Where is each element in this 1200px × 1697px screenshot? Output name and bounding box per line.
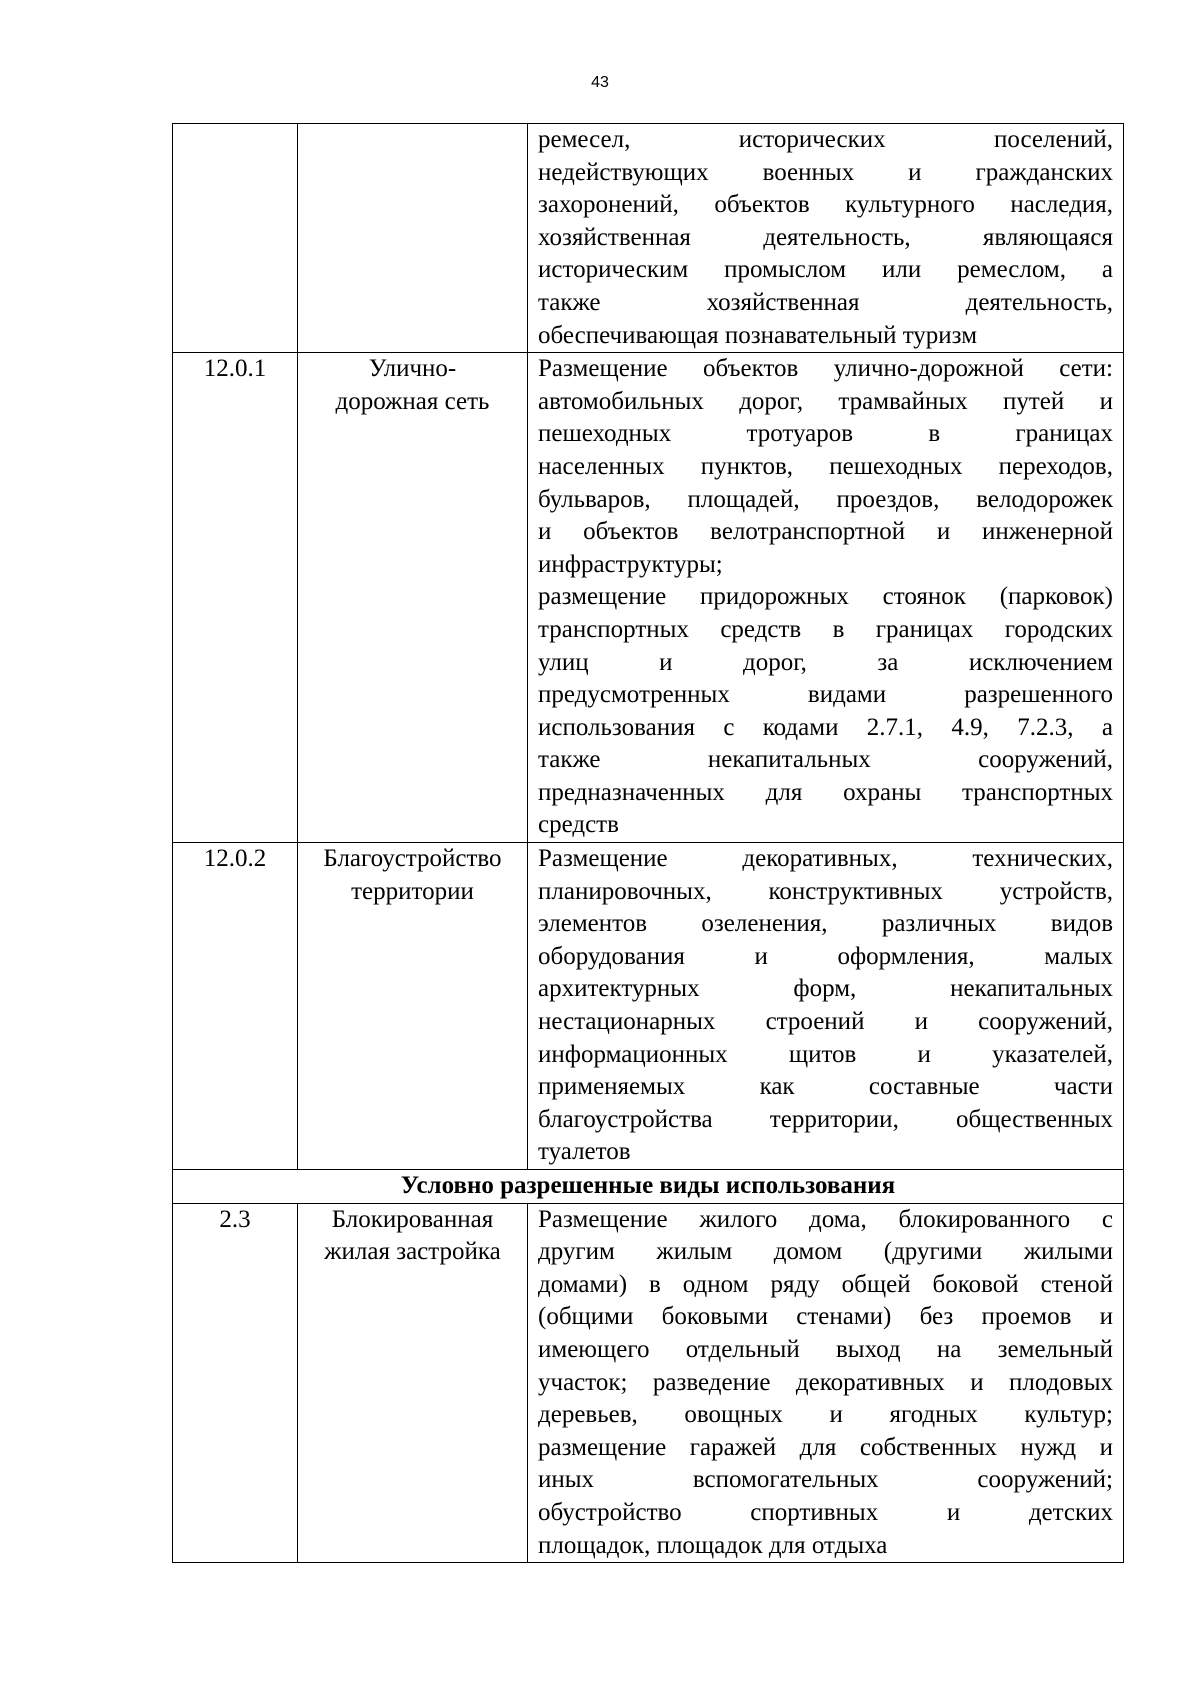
description-line: площадок, площадок для отдыха	[538, 1531, 888, 1559]
description-line: иных вспомогательных сооружений;	[538, 1466, 1113, 1494]
table-row	[173, 124, 1124, 353]
description-line: имеющего отдельный выход на земельный	[538, 1335, 1113, 1363]
row-name	[298, 124, 528, 353]
description-line: обустройство спортивных и детских	[538, 1498, 1113, 1526]
description-line: архитектурных форм, некапитальных	[538, 975, 1113, 1003]
row-name	[298, 843, 528, 1170]
description-line: размещение придорожных стоянок (парковок)	[538, 583, 1113, 611]
description-line: историческим промыслом или ремеслом, а	[538, 256, 1113, 284]
row-code: 12.0.1	[173, 353, 298, 843]
description-line: туалетов	[538, 1138, 631, 1166]
description-line: применяемых как составные части	[538, 1073, 1113, 1101]
description-line: нестационарных строений и сооружений,	[538, 1008, 1113, 1036]
description-line: хозяйственная деятельность, являющаяся	[538, 223, 1113, 251]
row-name-line: Блокированная	[331, 1205, 494, 1233]
row-name-line: дорожная сеть	[335, 387, 490, 415]
description-line: ремесел, исторических поселений,	[538, 126, 1113, 153]
description-line: (общими боковыми стенами) без проемов и	[538, 1303, 1113, 1331]
description-line: транспортных средств в границах городских	[538, 615, 1113, 643]
description-line: пешеходных тротуаров в границах	[538, 420, 1113, 448]
row-code	[173, 124, 298, 353]
description-line: средств	[538, 811, 619, 839]
row-name-line: жилая застройка	[324, 1238, 501, 1266]
description-line: информационных щитов и указателей,	[538, 1040, 1113, 1068]
description-line: деревьев, овощных и ягодных культур;	[538, 1401, 1113, 1429]
description-line: элементов озеленения, различных видов	[538, 910, 1113, 938]
row-description	[528, 124, 1124, 353]
description-line: Размещение жилого дома, блокированного с	[538, 1205, 1113, 1233]
description-line: домами) в одном ряду общей боковой стеной	[538, 1270, 1113, 1298]
table-row	[173, 353, 1124, 843]
description-line: планировочных, конструктивных устройств,	[538, 877, 1113, 905]
table-body	[173, 124, 1124, 1563]
section-title: Условно разрешенные виды использования	[173, 1170, 1124, 1204]
row-description	[528, 843, 1124, 1170]
table-row	[173, 843, 1124, 1170]
description-line: захоронений, объектов культурного наследия,	[538, 191, 1113, 219]
row-name	[298, 353, 528, 843]
row-name-line: Благоустройство	[323, 845, 502, 873]
page-number: 43	[591, 74, 609, 91]
description-line: Размещение декоративных, технических,	[538, 845, 1113, 873]
row-code: 2.3	[173, 1203, 298, 1563]
table-row	[173, 1203, 1124, 1563]
row-name	[298, 1203, 528, 1563]
description-line: предусмотренных видами разрешенного	[538, 681, 1113, 709]
description-line: другим жилым домом (другими жилыми	[538, 1238, 1113, 1266]
description-line: предназначенных для охраны транспортных	[538, 778, 1113, 806]
row-description	[528, 353, 1124, 843]
row-name-line: Улично-	[368, 355, 457, 383]
description-line: бульваров, площадей, проездов, велодорожек	[538, 485, 1113, 513]
row-code: 12.0.2	[173, 843, 298, 1170]
description-line: размещение гаражей для собственных нужд и	[538, 1433, 1113, 1461]
description-line: населенных пунктов, пешеходных переходов,	[538, 452, 1113, 480]
row-name-line: территории	[351, 877, 474, 905]
description-line: Размещение объектов улично-дорожной сети:	[538, 355, 1113, 383]
description-line: использования с кодами 2.7.1, 4.9, 7.2.3, а	[538, 713, 1113, 741]
description-line: также хозяйственная деятельность,	[538, 288, 1113, 316]
description-line: недействующих военных и гражданских	[538, 158, 1113, 186]
row-description	[528, 1203, 1124, 1563]
section-row	[173, 1170, 1124, 1204]
description-line: автомобильных дорог, трамвайных путей и	[538, 387, 1113, 415]
description-line: участок; разведение декоративных и плодовых	[538, 1368, 1113, 1396]
description-line: инфраструктуры;	[538, 550, 723, 578]
description-line: также некапитальных сооружений,	[538, 746, 1113, 774]
description-line: оборудования и оформления, малых	[538, 942, 1113, 970]
description-line: благоустройства территории, общественных	[538, 1105, 1113, 1133]
description-line: улиц и дорог, за исключением	[538, 648, 1113, 676]
description-line: и объектов велотранспортной и инженерной	[538, 518, 1113, 546]
land-use-table	[172, 123, 1124, 1563]
description-line: обеспечивающая познавательный туризм	[538, 321, 978, 349]
